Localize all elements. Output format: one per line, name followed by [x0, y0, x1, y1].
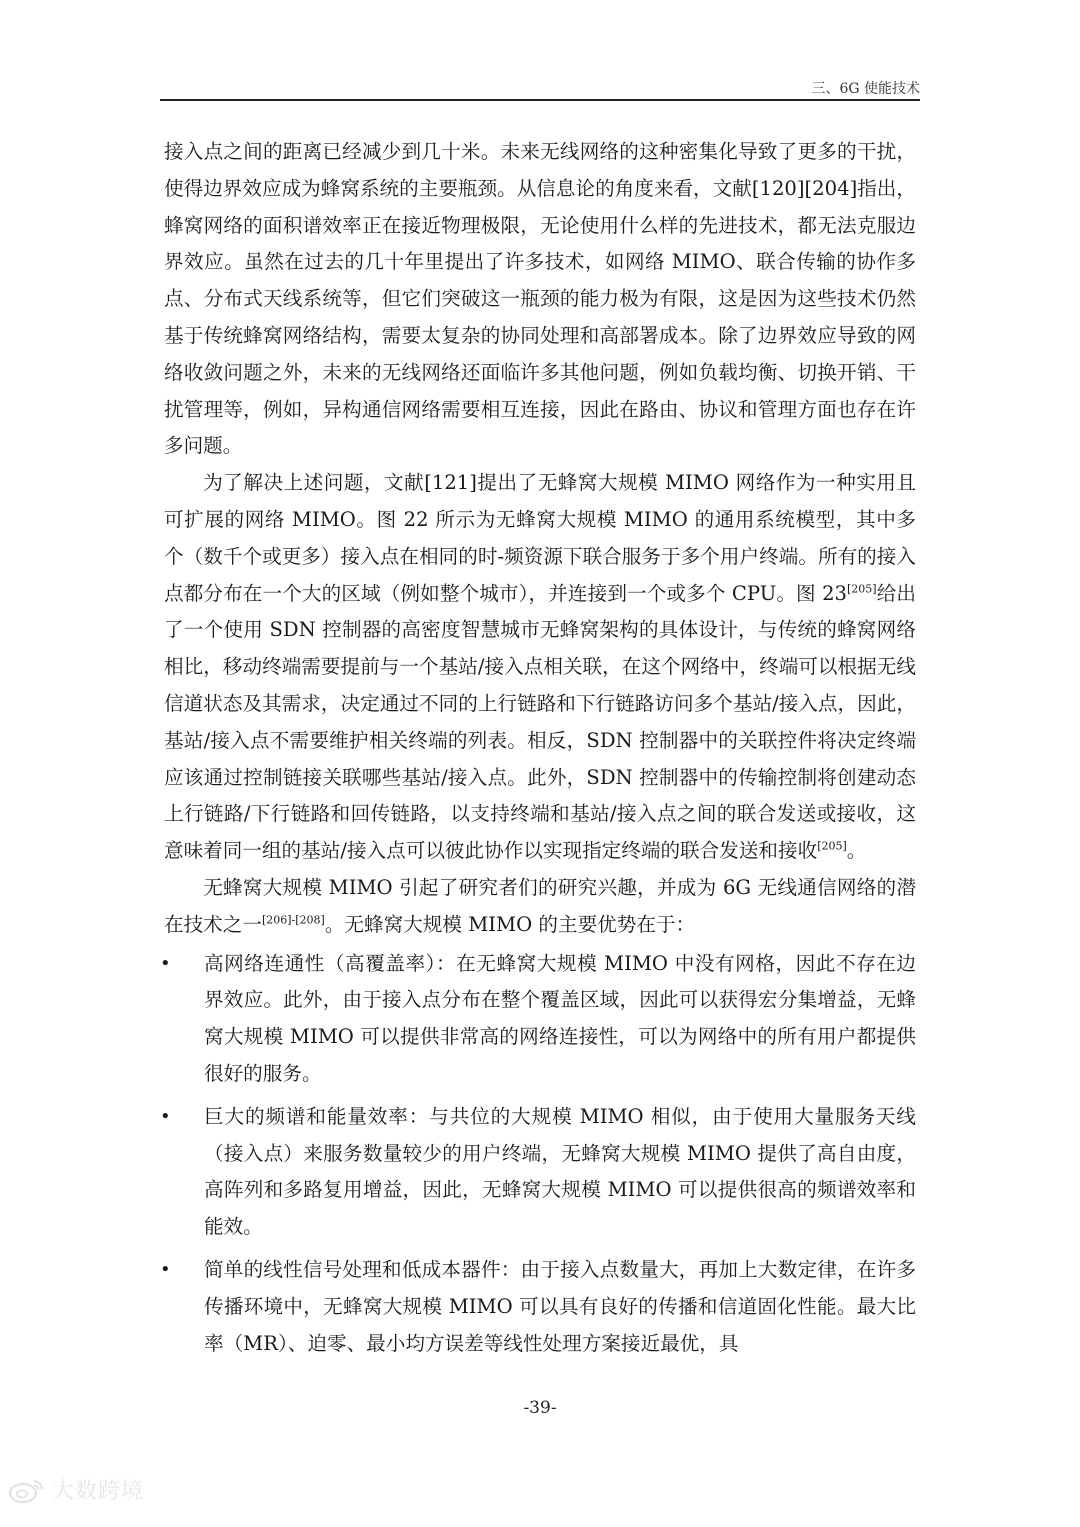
bullet-icon: • [160, 952, 171, 974]
citation-ref: [206]-[208] [261, 913, 325, 927]
bullet-icon: • [160, 1105, 171, 1127]
advantages-list [160, 946, 916, 1363]
paragraph-2-part-b: 给出了一个使用 SDN 控制器的高密度智慧城市无蜂窝架构的具体设计，与传统的蜂窝网络相比，移动终端需要提前与一个基站/接入点相关联，在这个网络中，终端可以根据无线信道状态及其需求，决定通过不同的上行链路和下行链路访问多个基站/接入点，因此，基站/接入点不需要维护相关终端的列表。相反，SDN 控制器中的关联控件将决定终端应该通过控制链接关联哪些基站/接入点。此外，SDN 控制器中的传输控制将创建动态上行链路/下行链路和回传链路，以支持终端和基站/接入点之间的联合发送或接收，这意味着同一组的基站/接入点可以彼此协作以实现指定终端的联合发送和接收 [164, 581, 916, 863]
paragraph-3-part-b: 。无蜂窝大规模 MIMO 的主要优势在于： [324, 912, 696, 936]
paragraph-3 [164, 870, 916, 944]
watermark [8, 1474, 144, 1505]
running-header: 三、6G 使能技术 [811, 81, 920, 97]
paragraph-2-part-c: 。 [846, 839, 867, 863]
list-item [160, 946, 916, 1093]
list-item-text: 简单的线性信号处理和低成本器件：由于接入点数量大，再加上大数定律，在许多传播环境中，无蜂窝大规模 MIMO 可以具有良好的传播和信道固化性能。最大比率（MR）、迫零、最小均方误差等线性处理方案接近最优，具 [204, 1257, 916, 1355]
paragraph-2-part-a: 为了解决上述问题，文献[121]提出了无蜂窝大规模 MIMO 网络作为一种实用且可扩展的网络 MIMO。图 22 所示为无蜂窝大规模 MIMO 的通用系统模型，其中多个（数千个或更多）接入点在相同的时-频资源下联合服务于多个用户终端。所有的接入点都分布在一个大的区域（例如整个城市），并连接到一个或多个 CPU。图 23 [164, 471, 916, 605]
bullet-icon: • [160, 1258, 171, 1280]
list-item [160, 1099, 916, 1246]
list-item-text: 巨大的频谱和能量效率：与共位的大规模 MIMO 相似，由于使用大量服务天线（接入点）来服务数量较少的用户终端，无蜂窝大规模 MIMO 提供了高自由度，高阵列和多路复用增益，因此，无蜂窝大规模 MIMO 可以提供很高的频谱效率和能效。 [204, 1104, 916, 1239]
citation-ref: [205] [817, 839, 847, 853]
list-item [160, 1252, 916, 1362]
list-item-text: 高网络连通性（高覆盖率）：在无蜂窝大规模 MIMO 中没有网格，因此不存在边界效应。此外，由于接入点分布在整个覆盖区域，因此可以获得宏分集增益，无蜂窝大规模 MIMO 可以提供非常高的网络连接性，可以为网络中的所有用户都提供很好的服务。 [204, 951, 916, 1085]
paragraph-1: 接入点之间的距离已经减少到几十米。未来无线网络的这种密集化导致了更多的干扰，使得边界效应成为蜂窝系统的主要瓶颈。从信息论的角度来看，文献[120][204]指出，蜂窝网络的面积谱效率正在接近物理极限，无论使用什么样的先进技术，都无法克服边界效应。虽然在过去的几十年里提出了许多技术，如网络 MIMO、联合传输的协作多点、分布式天线系统等，但它们突破这一瓶颈的能力极为有限，这是因为这些技术仍然基于传统蜂窝网络结构，需要太复杂的协同处理和高部署成本。除了边界效应导致的网络收敛问题之外，未来的无线网络还面临许多其他问题，例如负载均衡、切换开销、干扰管理等，例如，异构通信网络需要相互连接，因此在路由、协议和管理方面也存在许多问题。 [164, 140, 916, 458]
weibo-logo-icon [8, 1477, 46, 1503]
header-rule [160, 99, 920, 101]
body-text [160, 134, 916, 1368]
citation-ref: [205] [847, 582, 877, 596]
page-number: -39- [523, 1398, 557, 1418]
watermark-text: 大数跨境 [52, 1479, 145, 1504]
paragraph-3-part-a: 无蜂窝大规模 MIMO 引起了研究者们的研究兴趣，并成为 6G 无线通信网络的潜在技术之一 [164, 875, 916, 936]
paragraph-2 [164, 465, 916, 870]
